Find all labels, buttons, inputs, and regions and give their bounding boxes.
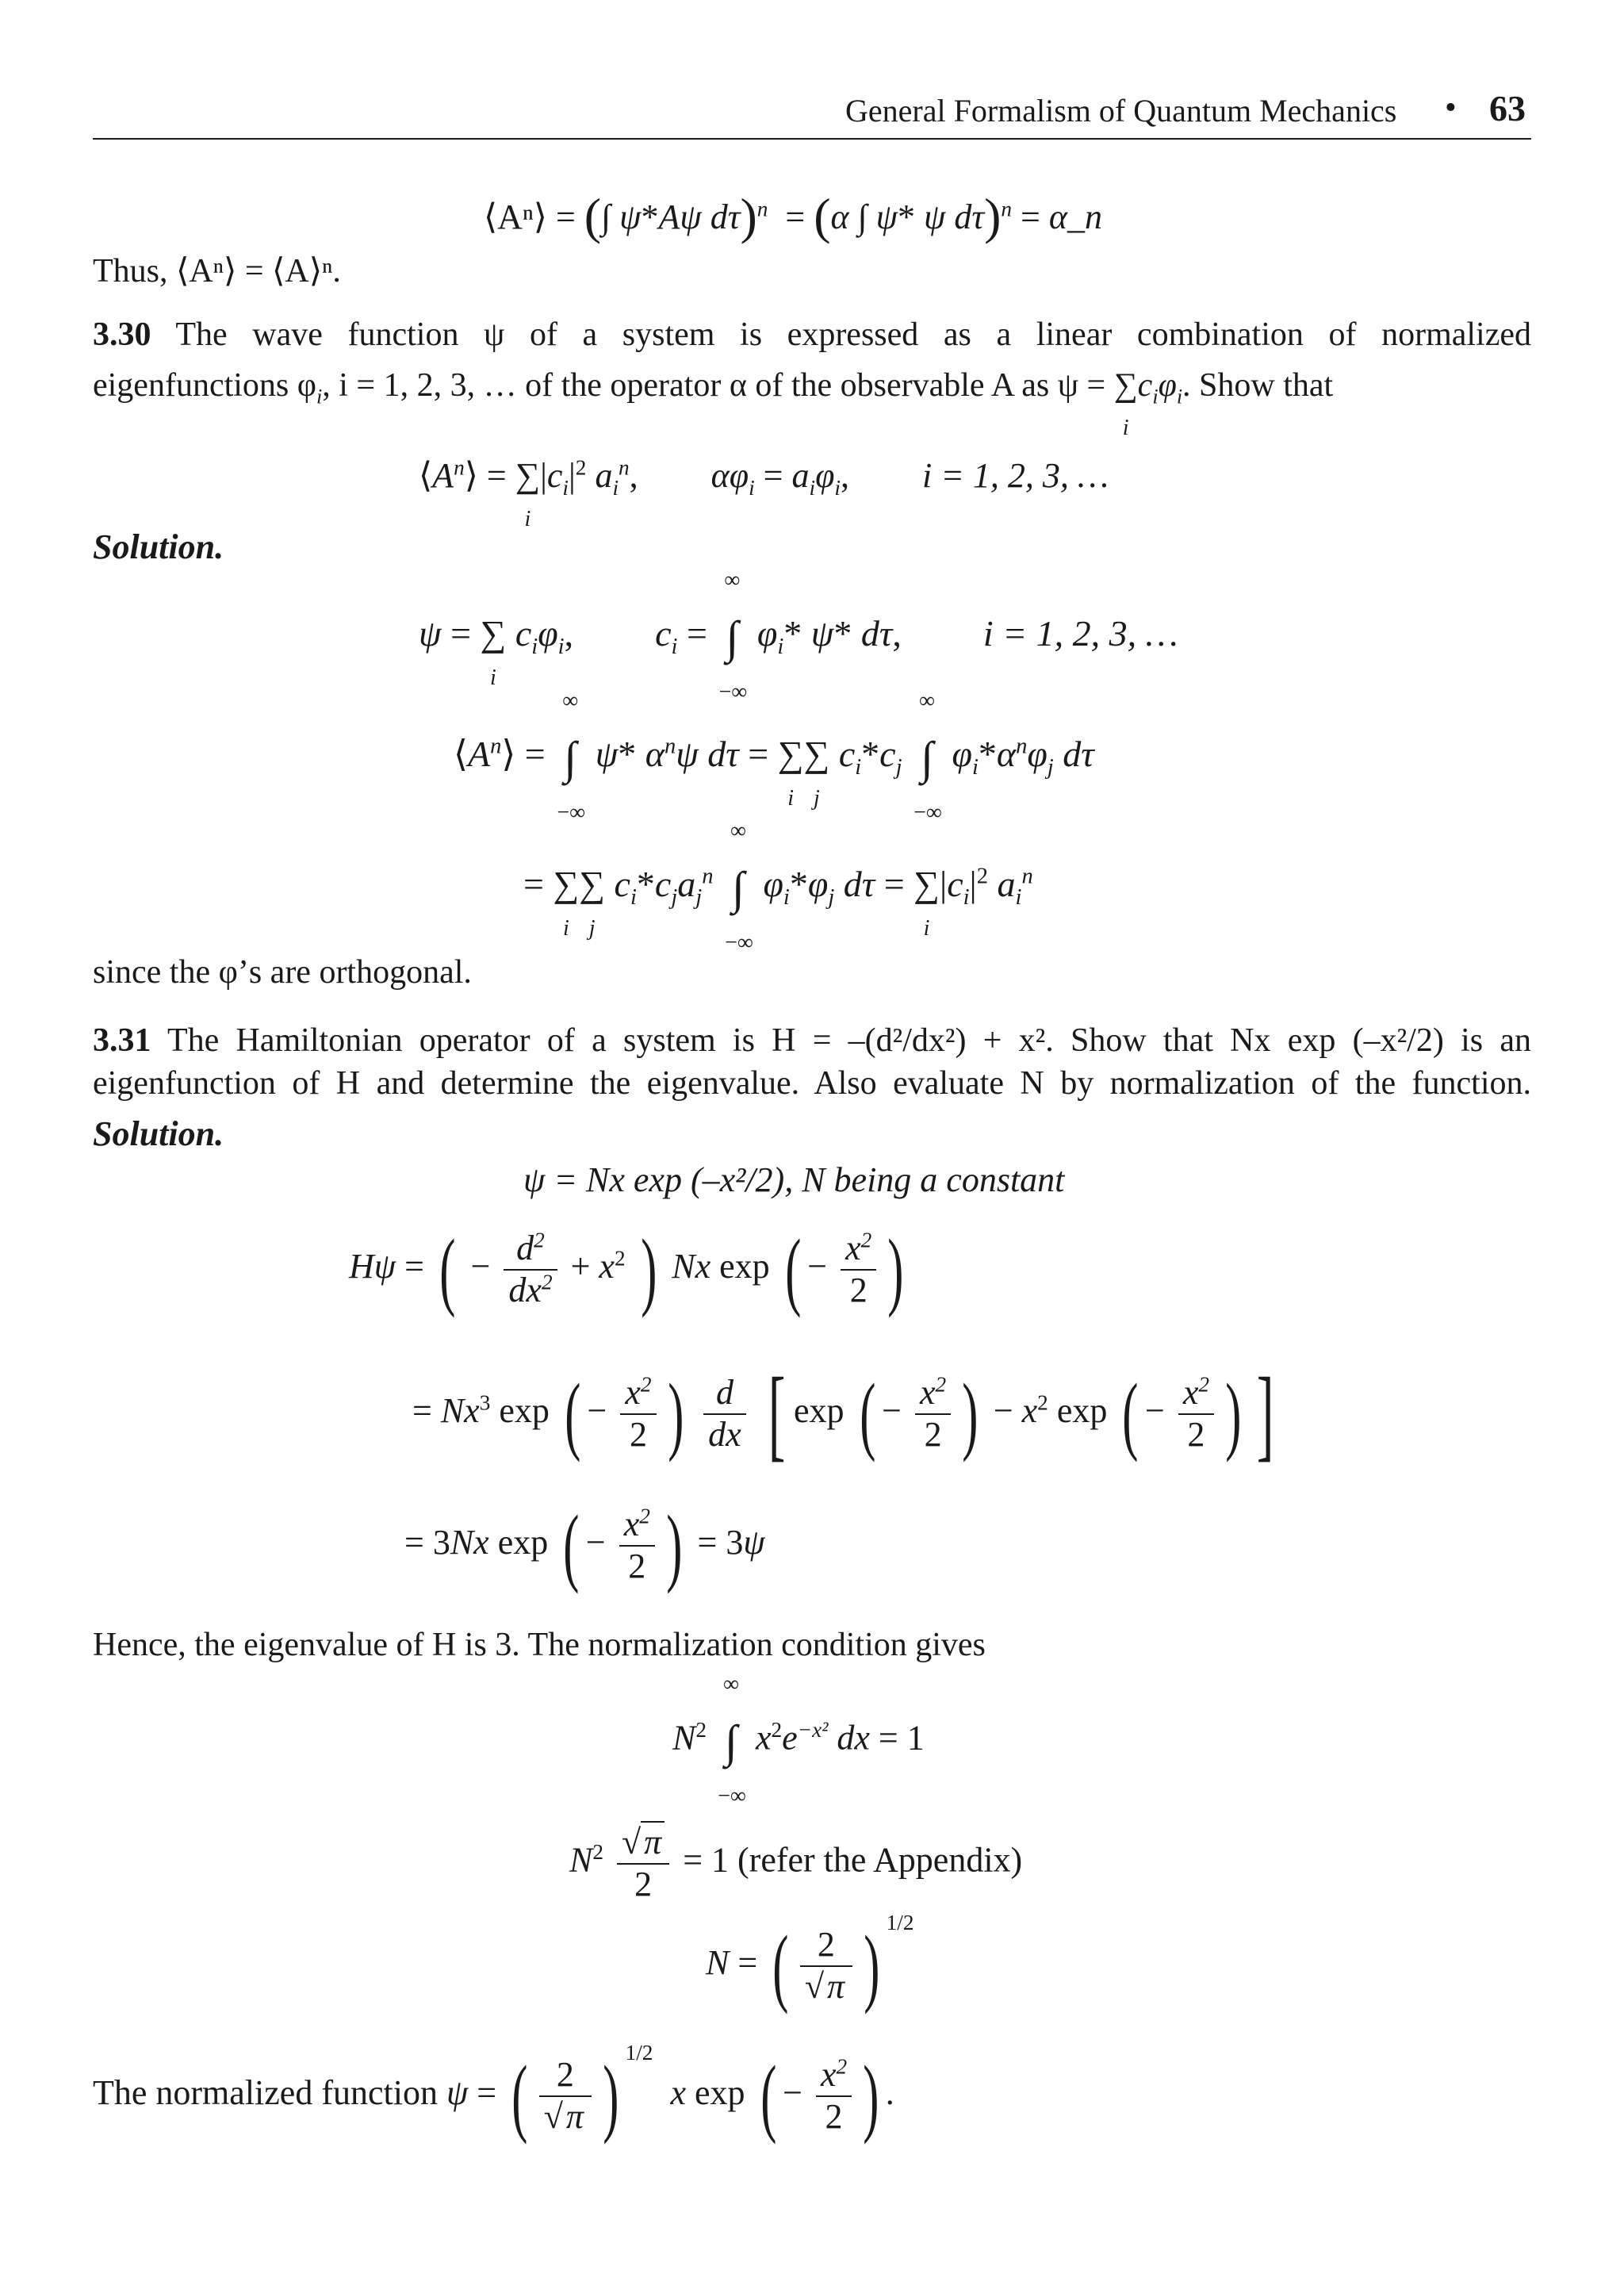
header-bullet: • xyxy=(1445,90,1457,126)
index-range: i = 1, 2, 3, … xyxy=(982,613,1178,654)
orthogonal-note: since the φ’s are orthogonal. xyxy=(93,954,472,991)
equation-expectation-power: ⟨Aⁿ⟩ = (∫ ψ*Aψ dτ)$^n$ = (α ∫ ψ* ψ dτ)$^n$ = α_n xyxy=(484,188,1102,244)
problem-text: The wave function ψ of a system is expressed as a linear combination of normalized xyxy=(175,316,1531,353)
header-rule xyxy=(93,138,1531,140)
psi-expansion-eq: ψ = ∑ i $c_i\varphi_i$, $c_i$ = ∞ ∫ −∞ $\varphi_i*$ ψ* dτ, i = 1, 2, 3, … xyxy=(419,568,1178,704)
problem-3-30-line1 xyxy=(93,306,1531,363)
n-value-eq: N = ( $\frac{2}{√\pi}$ ) $^{1/2}$ xyxy=(706,1911,914,2015)
problem-3-31-line2: eigenfunction of H and determine the eigenvalue. Also evaluate N by normalization of the function. xyxy=(93,1065,1531,1102)
problem-3-30-statement-eq: $⟨A^n⟩$ = ∑ i $|c_i|^2$ $a_i^n$, $\alpha\varphi_i = a_i\varphi_i$, i = 1, 2, 3, … xyxy=(419,455,1109,531)
running-title: General Formalism of Quantum Mechanics xyxy=(845,93,1397,128)
psi-definition: ψ = Nx exp (–x²/2), N being a constant xyxy=(523,1160,1065,1199)
problem-number: 3.31 xyxy=(93,1022,151,1059)
problem-3-30-line2: eigenfunctions $\varphi_i$, i = 1, 2, 3, … of the operator α of the observable A as ψ = ∑ i $c_i\varphi_i$. Show that xyxy=(93,367,1334,440)
text-segment: . Show that xyxy=(1182,367,1334,404)
solution-label-3-30: Solution. xyxy=(93,527,224,566)
eigenvalue-sentence: Hence, the eigenvalue of H is 3. The normalization condition gives xyxy=(93,1627,986,1663)
normalization-gauss-eq: $N^2$ $\frac{√\pi}{2}$ = 1 (refer the Appendix) xyxy=(569,1823,1023,1904)
index-range: i = 1, 2, 3, … xyxy=(922,456,1109,495)
eq-lhs: ⟨Aⁿ⟩ = xyxy=(484,197,576,236)
thus-line: Thus, ⟨Aⁿ⟩ = ⟨A⟩ⁿ. xyxy=(93,253,341,289)
text-segment: , i = 1, 2, 3, … of the operator α of the observable A as ψ = xyxy=(322,367,1106,404)
solution-label-3-31: Solution. xyxy=(93,1114,224,1153)
problem-number: 3.30 xyxy=(93,316,151,353)
sum-symbol: ∑ i xyxy=(1113,367,1138,440)
expectation-result-eq: = ∑ i ∑ j $c_i*c_ja_j^n$ ∞ ∫ −∞ $\varphi_i*\varphi_j$ dτ = ∑ i $|c_i|^2$ $a_i^n$ xyxy=(523,819,1033,955)
hamiltonian-apply-eq: Hψ = ( − $\frac{d^2}{dx^2}$ + $x^2$ ) Nx exp ( − $\frac{x^2}{2}$ ) xyxy=(349,1221,904,1318)
expectation-expansion-eq: $⟨A^n⟩$ = ∞ ∫ −∞ ψ* $\alpha^n\psi$ dτ = ∑ i ∑ j $c_i*c_j$ ∞ ∫ −∞ $\varphi_i*\alpha^n\varphi_j$ dτ xyxy=(454,688,1094,825)
final-prefix: The normalized function xyxy=(93,2073,438,2113)
hamiltonian-result-eq: = 3Nx exp ( − $\frac{x^2}{2}$ ) = 3ψ xyxy=(404,1497,765,1594)
problem-text: The Hamiltonian operator of a system is H = –(d²/dx²) + x². Show that Nx exp (–x²/2) is an xyxy=(167,1022,1531,1059)
hamiltonian-step-eq: = $Nx^3$ exp ( − $\frac{x^2}{2}$ ) $\frac{d}{dx}$ [ exp ( − $\frac{x^2}{2}$ ) − $x^2$ exp ( − $\frac{x^2}{2}$ ) ] xyxy=(412,1357,1274,1471)
normalization-integral-eq: $N^2$ ∞ ∫ −∞ $x^2e^{-x^2}$ dx = 1 xyxy=(672,1672,925,1808)
normalized-function-line: The normalized function ψ = ( $\frac{2}{√\pi}$ ) $^{1/2}$ x exp ( − $\frac{x^2}{2}$ ) . xyxy=(93,2041,894,2145)
page-number: 63 xyxy=(1489,88,1526,128)
eq-rhs: α_n xyxy=(1048,197,1102,236)
text-segment: eigenfunctions φ xyxy=(93,367,317,404)
appendix-reference: = 1 (refer the Appendix) xyxy=(683,1840,1023,1880)
